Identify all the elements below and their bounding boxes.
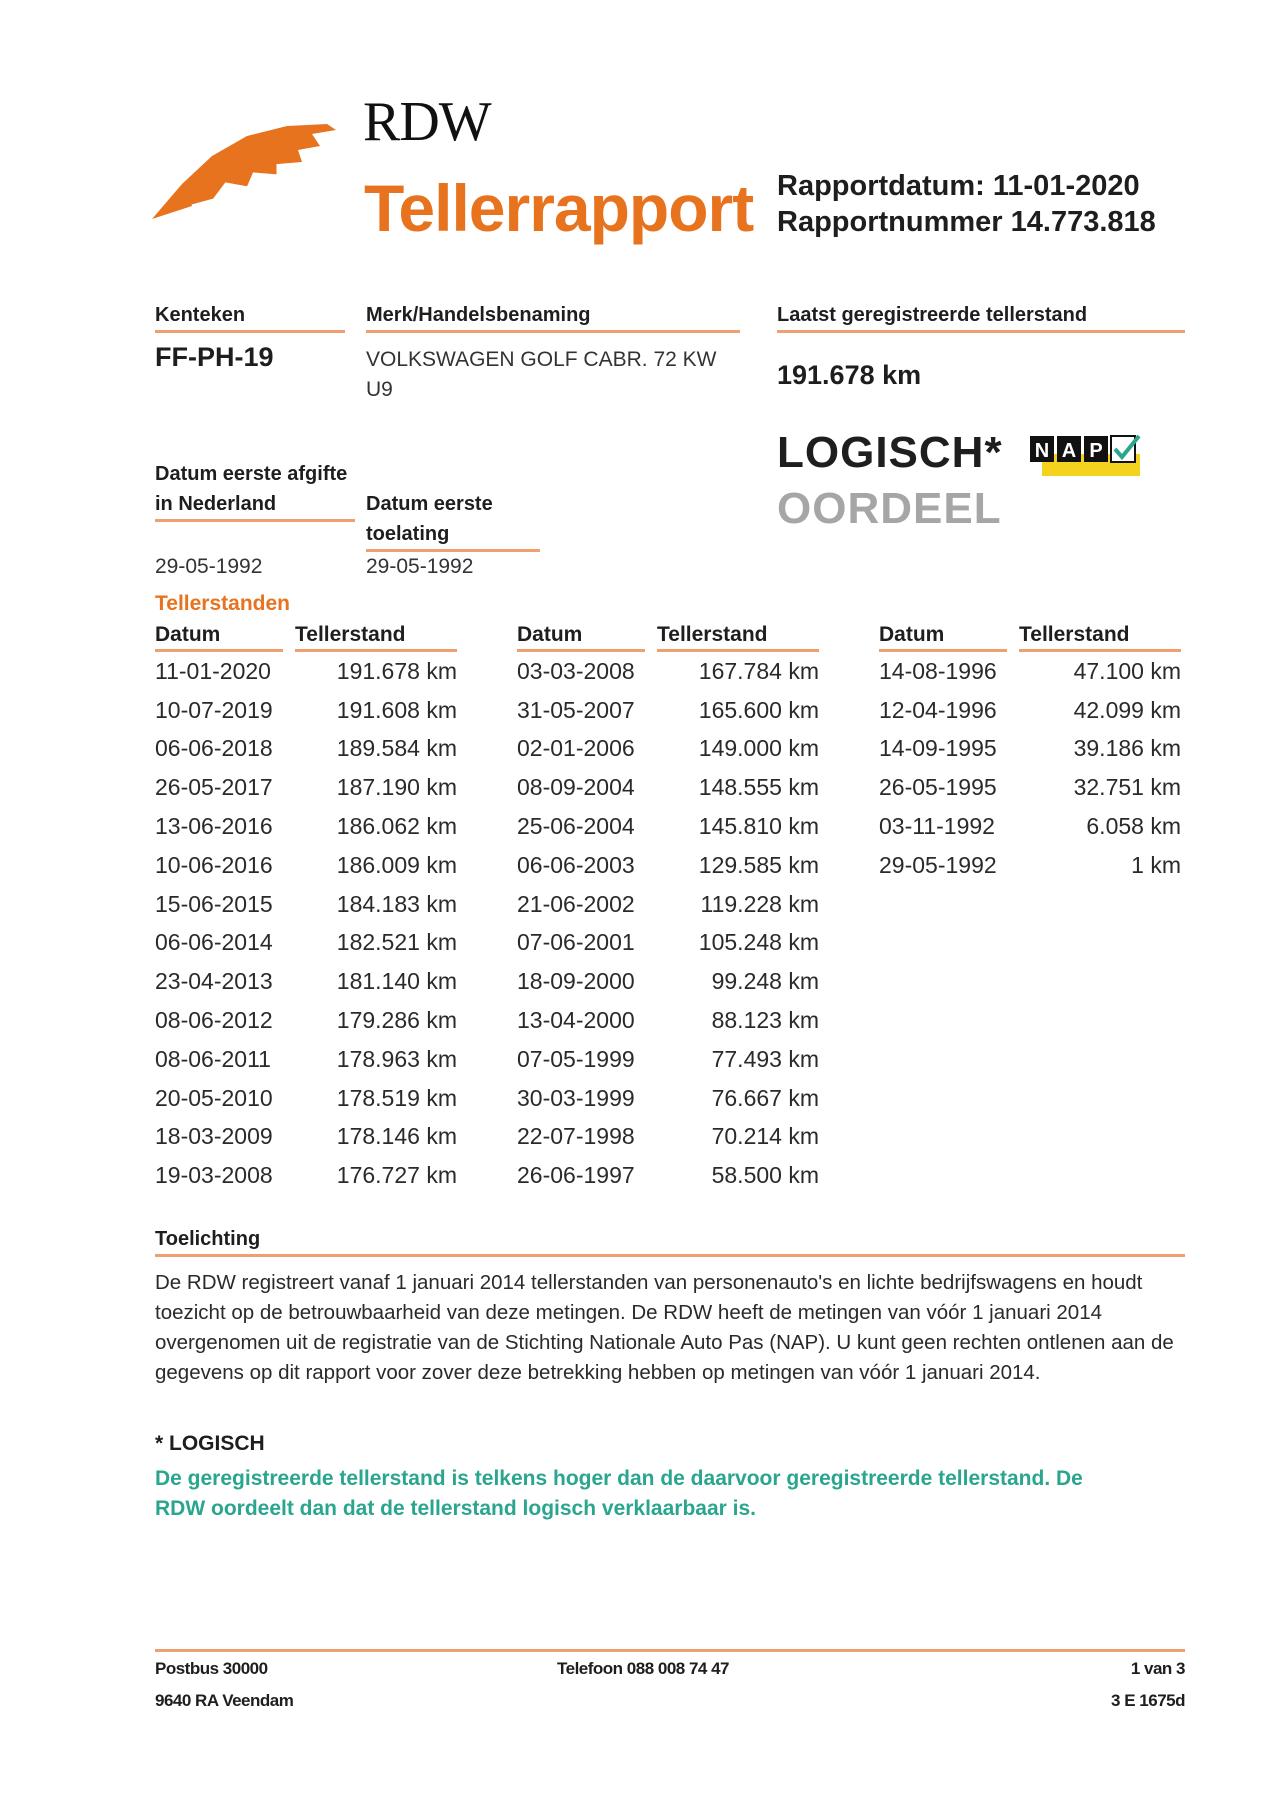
reading-date: 26-05-2017 [155, 774, 273, 801]
reading-row [155, 924, 497, 963]
readings-header [879, 620, 1221, 652]
footer-divider [155, 1649, 1185, 1652]
reading-date: 03-03-2008 [517, 657, 635, 684]
reading-odometer: 119.228 km [700, 890, 819, 917]
nap-letter: P [1089, 440, 1103, 462]
reading-date: 11-01-2020 [155, 657, 271, 684]
reading-odometer: 178.963 km [336, 1045, 457, 1072]
footer-city: 9640 RA Veendam [155, 1691, 294, 1710]
reading-odometer: 47.100 km [1073, 657, 1181, 684]
reading-row [879, 768, 1221, 807]
reading-row [155, 1040, 497, 1079]
readings-title: Tellerstanden [155, 592, 290, 615]
reading-odometer: 186.062 km [336, 813, 457, 840]
reading-row [517, 1040, 859, 1079]
nap-letter: A [1061, 440, 1077, 462]
footer-doc-code: 3 E 1675d [1111, 1691, 1185, 1710]
readings-column [155, 620, 497, 1195]
reading-date: 10-07-2019 [155, 696, 273, 723]
reading-row [517, 885, 859, 924]
reading-odometer: 77.493 km [711, 1045, 819, 1072]
reading-row [155, 652, 497, 691]
reading-date: 13-06-2016 [155, 813, 273, 840]
reading-date: 10-06-2016 [155, 851, 273, 878]
reading-date: 26-05-1995 [879, 774, 997, 801]
date-column-header: Datum [155, 620, 283, 652]
reading-date: 30-03-1999 [517, 1084, 635, 1111]
odometer-column-header: Tellerstand [1019, 620, 1181, 652]
verdict-label: OORDEEL [777, 484, 1002, 533]
reading-row [517, 1001, 859, 1040]
reading-odometer: 165.600 km [698, 696, 819, 723]
reading-odometer: 88.123 km [711, 1007, 819, 1034]
footer-page-number: 1 van 3 [1130, 1659, 1185, 1678]
reading-row [155, 1156, 497, 1195]
reading-row [517, 730, 859, 769]
reading-row [155, 885, 497, 924]
report-date: Rapportdatum: 11-01-2020 [777, 170, 1140, 202]
verdict-value: LOGISCH* [777, 428, 1003, 477]
reading-date: 07-05-1999 [517, 1045, 635, 1072]
reading-date: 13-04-2000 [517, 1007, 635, 1034]
reading-date: 08-09-2004 [517, 774, 635, 801]
reading-date: 20-05-2010 [155, 1084, 273, 1111]
reading-date: 22-07-1998 [517, 1123, 635, 1150]
reading-row [517, 962, 859, 1001]
reading-row [517, 1118, 859, 1157]
reading-date: 21-06-2002 [517, 890, 635, 917]
reading-odometer: 148.555 km [698, 774, 819, 801]
first-admission-value: 29-05-1992 [366, 555, 474, 578]
reading-date: 19-03-2008 [155, 1162, 273, 1189]
logisch-explanation: De geregistreerde tellerstand is telkens hoger dan de daarvoor geregistreerde tellerstand. De RDW oordeelt dan dat de tellerstand logisch verklaarbaar is. [155, 1467, 1083, 1520]
readings-header [517, 620, 859, 652]
report-title: Tellerrapport [364, 171, 754, 245]
kenteken-value: FF-PH-19 [155, 342, 274, 372]
reading-date: 23-04-2013 [155, 968, 273, 995]
reading-date: 14-09-1995 [879, 735, 997, 762]
reading-odometer: 76.667 km [711, 1084, 819, 1111]
last-odometer-value: 191.678 km [777, 360, 922, 390]
reading-row [517, 807, 859, 846]
reading-date: 15-06-2015 [155, 890, 273, 917]
reading-date: 18-03-2009 [155, 1123, 273, 1150]
reading-date: 08-06-2011 [155, 1045, 271, 1072]
date-column-header: Datum [879, 620, 1007, 652]
reading-odometer: 182.521 km [336, 929, 457, 956]
reading-row [879, 807, 1221, 846]
first-admission-label: Datum eerste toelating [366, 489, 540, 552]
readings-column [879, 620, 1221, 885]
reading-odometer: 39.186 km [1073, 735, 1181, 762]
merk-label: Merk/Handelsbenaming [366, 300, 740, 333]
reading-odometer: 129.585 km [698, 851, 819, 878]
kenteken-label: Kenteken [155, 300, 345, 333]
reading-row [879, 730, 1221, 769]
reading-row [155, 807, 497, 846]
toelichting-label: Toelichting [155, 1224, 1185, 1257]
odometer-column-header: Tellerstand [295, 620, 457, 652]
reading-row [879, 846, 1221, 885]
reading-row [879, 652, 1221, 691]
reading-row [155, 1001, 497, 1040]
logisch-label: * LOGISCH [155, 1432, 265, 1455]
reading-odometer: 167.784 km [698, 657, 819, 684]
reading-date: 02-01-2006 [517, 735, 635, 762]
date-column-header: Datum [517, 620, 645, 652]
reading-odometer: 32.751 km [1073, 774, 1181, 801]
reading-row [155, 1079, 497, 1118]
readings-header [155, 620, 497, 652]
odometer-column-header: Tellerstand [657, 620, 819, 652]
reading-row [155, 1118, 497, 1157]
reading-odometer: 178.519 km [336, 1084, 457, 1111]
reading-row [517, 1079, 859, 1118]
reading-odometer: 1 km [1131, 851, 1181, 878]
first-issue-label: Datum eerste afgifte in Nederland [155, 459, 355, 522]
org-name: RDW [363, 91, 491, 153]
rdw-logo-icon [152, 124, 336, 224]
reading-row [155, 730, 497, 769]
reading-odometer: 6.058 km [1086, 813, 1181, 840]
reading-odometer: 186.009 km [336, 851, 457, 878]
reading-row [517, 691, 859, 730]
report-number: Rapportnummer 14.773.818 [777, 206, 1156, 238]
footer-phone: Telefoon 088 008 74 47 [557, 1659, 730, 1678]
reading-row [517, 768, 859, 807]
last-odometer-label: Laatst geregistreerde tellerstand [777, 300, 1185, 333]
reading-row [155, 962, 497, 1001]
reading-odometer: 176.727 km [336, 1162, 457, 1189]
reading-odometer: 184.183 km [336, 890, 457, 917]
reading-odometer: 58.500 km [711, 1162, 819, 1189]
reading-row [155, 846, 497, 885]
nap-letter: N [1034, 440, 1050, 462]
reading-odometer: 42.099 km [1073, 696, 1181, 723]
nap-badge-icon [1030, 434, 1142, 478]
reading-row [155, 691, 497, 730]
reading-row [879, 691, 1221, 730]
reading-odometer: 191.608 km [336, 696, 457, 723]
reading-date: 06-06-2003 [517, 851, 635, 878]
reading-odometer: 70.214 km [711, 1123, 819, 1150]
reading-date: 06-06-2014 [155, 929, 273, 956]
first-issue-value: 29-05-1992 [155, 555, 263, 578]
reading-row [517, 1156, 859, 1195]
reading-odometer: 191.678 km [336, 657, 457, 684]
toelichting-text: De RDW registreert vanaf 1 januari 2014 tellerstanden van personenauto's en lichte bedrijfswagens en houdt toezicht op de betrouwbaarheid van deze metingen. De RDW heeft de metingen van vóór 1 januari 2014 overgenomen uit de registratie van de Stichting Nationale Auto Pas (NAP). U kunt geen rechten ontlenen aan de gegevens op dit rapport voor zover deze betrekking hebben op metingen van vóór 1 januari 2014. [155, 1271, 1174, 1384]
reading-date: 06-06-2018 [155, 735, 273, 762]
reading-date: 25-06-2004 [517, 813, 635, 840]
reading-odometer: 189.584 km [336, 735, 457, 762]
reading-odometer: 105.248 km [698, 929, 819, 956]
reading-date: 29-05-1992 [879, 851, 997, 878]
reading-odometer: 149.000 km [698, 735, 819, 762]
reading-odometer: 187.190 km [336, 774, 457, 801]
reading-odometer: 181.140 km [336, 968, 457, 995]
reading-date: 12-04-1996 [879, 696, 997, 723]
reading-date: 26-06-1997 [517, 1162, 635, 1189]
reading-odometer: 99.248 km [711, 968, 819, 995]
reading-date: 14-08-1996 [879, 657, 997, 684]
readings-column [517, 620, 859, 1195]
merk-value: VOLKSWAGEN GOLF CABR. 72 KW U9 [366, 348, 717, 401]
reading-date: 31-05-2007 [517, 696, 635, 723]
reading-date: 18-09-2000 [517, 968, 635, 995]
reading-odometer: 178.146 km [336, 1123, 457, 1150]
footer-postbus: Postbus 30000 [155, 1659, 268, 1678]
reading-row [517, 652, 859, 691]
reading-date: 07-06-2001 [517, 929, 635, 956]
reading-row [517, 846, 859, 885]
reading-date: 03-11-1992 [879, 813, 995, 840]
reading-odometer: 145.810 km [698, 813, 819, 840]
reading-row [155, 768, 497, 807]
reading-odometer: 179.286 km [336, 1007, 457, 1034]
reading-date: 08-06-2012 [155, 1007, 273, 1034]
reading-row [517, 924, 859, 963]
